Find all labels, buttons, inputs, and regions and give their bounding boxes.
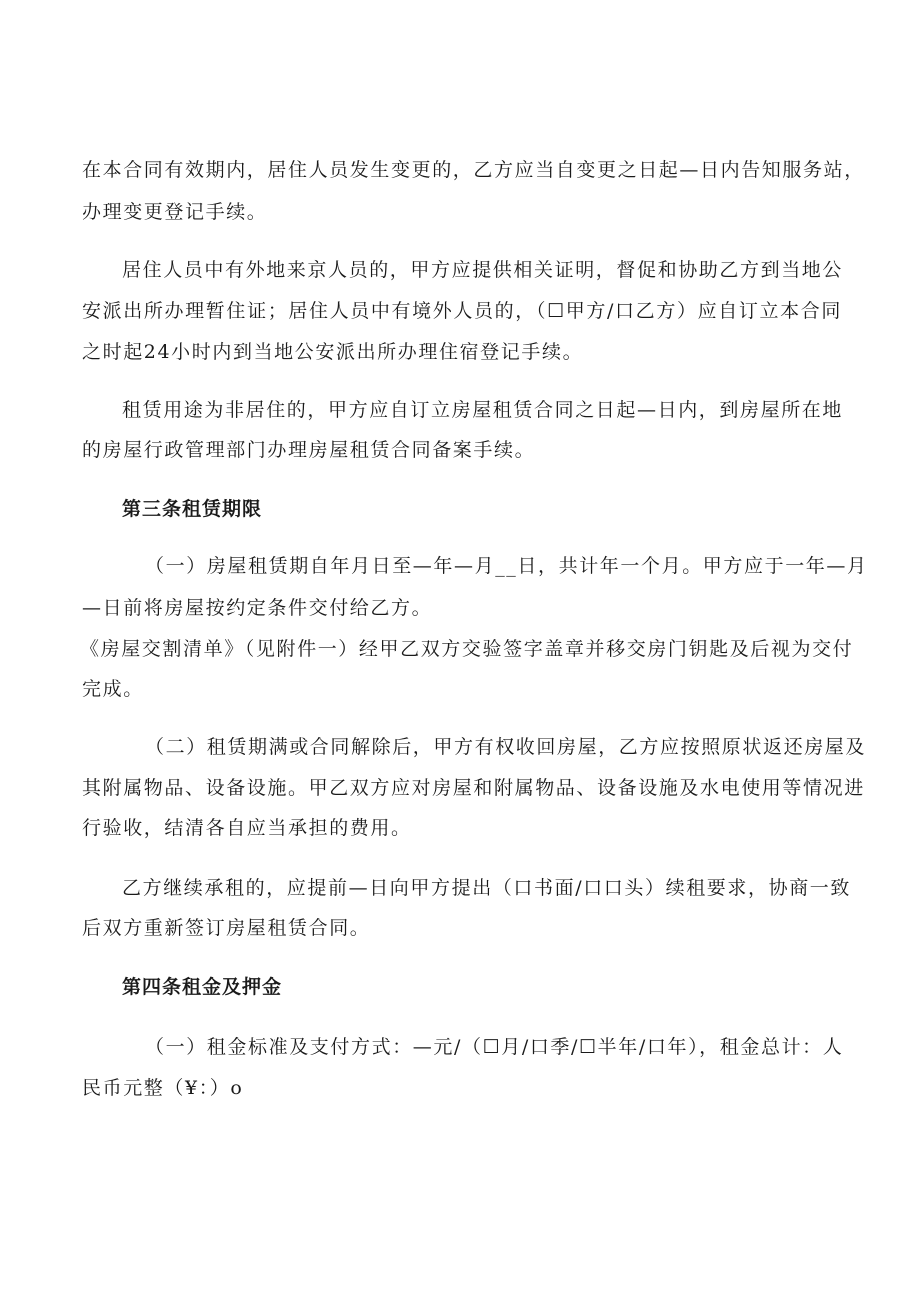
paragraph-line: 行验收，结清各自应当承担的费用。 <box>82 817 412 839</box>
paragraph-line: 民币元整（¥：）o <box>82 1077 244 1099</box>
section-heading: 第四条租金及押金 <box>122 976 283 998</box>
paragraph-line: 居住人员中有外地来京人员的，甲方应提供相关证明，督促和协助乙方到当地公 <box>122 259 844 281</box>
paragraph-line: （一）租金标准及支付方式：—元/（☐月/口季/☐半年/口年），租金总计：人 <box>145 1036 844 1058</box>
paragraph-line: 乙方继续承租的，应提前—日向甲方提出（口书面/口口头）续租要求，协商一致 <box>122 877 852 899</box>
paragraph-line: —日前将房屋按约定条件交付给乙方。 <box>82 597 433 619</box>
paragraph-line: 后双方重新签订房屋租赁合同。 <box>82 917 371 939</box>
paragraph-line: 完成。 <box>82 678 144 700</box>
paragraph-line: 的房屋行政管理部门办理房屋租赁合同备案手续。 <box>82 439 536 461</box>
paragraph-line: （二）租赁期满或合同解除后，甲方有权收回房屋，乙方应按照原状返还房屋及 <box>145 736 867 758</box>
paragraph-line: 办理变更登记手续。 <box>82 201 268 223</box>
paragraph-line: 其附属物品、设备设施。甲乙双方应对房屋和附属物品、设备设施及水电使用等情况进 <box>82 777 865 799</box>
paragraph-line: 之时起24小时内到当地公安派出所办理住宿登记手续。 <box>82 341 584 363</box>
paragraph-line: 安派出所办理暂住证；居住人员中有境外人员的，（☐甲方/口乙方）应自订立本合同 <box>82 300 842 322</box>
paragraph-line: 租赁用途为非居住的，甲方应自订立房屋租赁合同之日起—日内，到房屋所在地 <box>122 399 844 421</box>
paragraph-line: 在本合同有效期内，居住人员发生变更的，乙方应当自变更之日起—日内告知服务站， <box>82 159 865 181</box>
section-heading: 第三条租赁期限 <box>122 498 263 520</box>
paragraph-line: 《房屋交割清单》（见附件一）经甲乙双方交验签字盖章并移交房门钥匙及后视为交付 <box>80 638 854 660</box>
paragraph-line: （一）房屋租赁期自年月日至—年—月__日，共计年一个月。甲方应于一年—月 <box>145 555 868 577</box>
